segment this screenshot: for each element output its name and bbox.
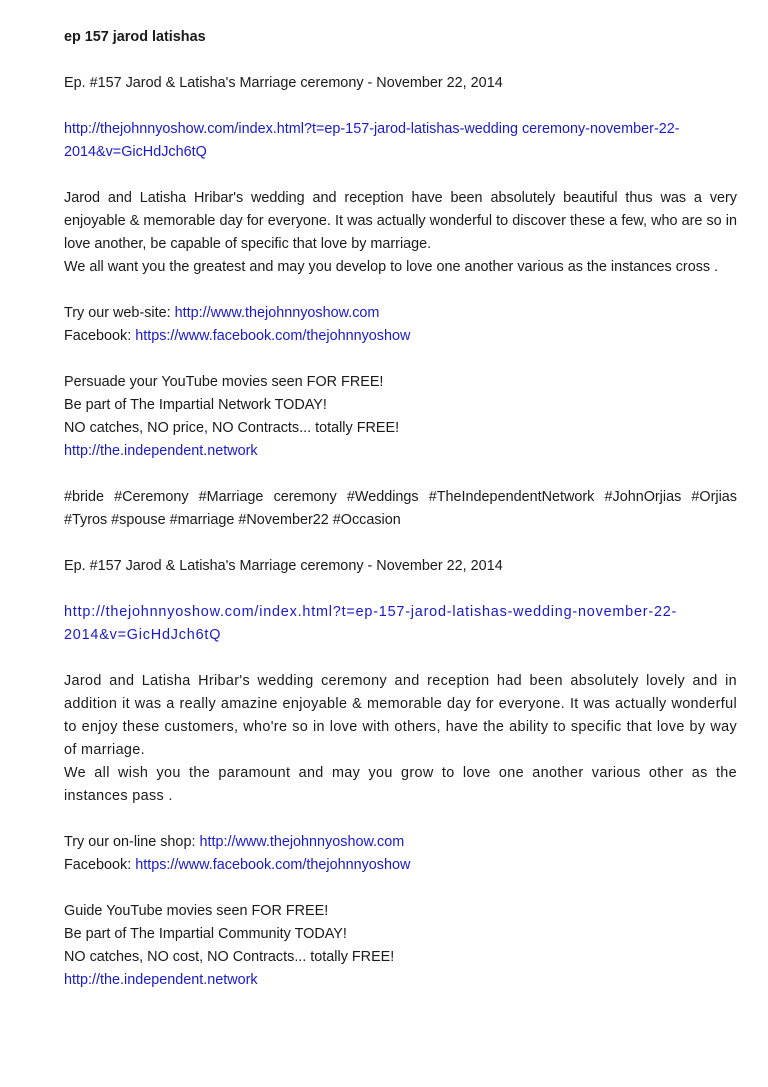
website-label: Try our on-line shop: [64, 834, 200, 850]
promo-line-1: Persuade your YouTube movies seen FOR FREE! [64, 374, 384, 390]
episode-url-line-1[interactable]: http://thejohnnyoshow.com/index.html?t=ep-157-jarod-latishas-wedding ceremony-november-22- [64, 121, 680, 137]
description [64, 670, 737, 808]
facebook-label: Facebook: [64, 328, 136, 344]
promo-block [64, 900, 737, 992]
promo-line-1: Guide YouTube movies seen FOR FREE! [64, 903, 329, 919]
episode-heading: Ep. #157 Jarod & Latisha's Marriage ceremony - November 22, 2014 [64, 75, 503, 91]
facebook-label: Facebook: [64, 857, 136, 873]
wishes-paragraph: We all wish you the paramount and may you grow to love one another various other as the instances pass . [64, 765, 737, 804]
facebook-link[interactable]: https://www.facebook.com/thejohnnyoshow [135, 328, 411, 344]
website-link[interactable]: http://www.thejohnnyoshow.com [174, 305, 380, 321]
promo-line-2: Be part of The Impartial Community TODAY! [64, 926, 347, 942]
description-paragraph: Jarod and Latisha Hribar's wedding and reception have been absolutely beautiful thus was a very enjoyable & memorable day for everyone. It was actually wonderful to discover these a few, who are so in love another, be capable of specific that love by marriage. [64, 190, 737, 252]
wishes-paragraph: We all want you the greatest and may you develop to love one another various as the instances cross . [64, 259, 719, 275]
website-link[interactable]: http://www.thejohnnyoshow.com [199, 834, 405, 850]
facebook-line [64, 325, 737, 348]
episode-url-line-2[interactable]: 2014&v=GicHdJch6tQ [64, 144, 207, 160]
links-block [64, 831, 737, 877]
network-link[interactable]: http://the.independent.network [64, 443, 258, 459]
episode-url-line-1[interactable]: http://thejohnnyoshow.com/index.html?t=ep-157-jarod-latishas-wedding-november-22- [64, 604, 678, 620]
promo-line-3: NO catches, NO cost, NO Contracts... totally FREE! [64, 949, 395, 965]
promo-line-2: Be part of The Impartial Network TODAY! [64, 397, 327, 413]
website-label: Try our web-site: [64, 305, 175, 321]
promo-line-3: NO catches, NO price, NO Contracts... totally FREE! [64, 420, 400, 436]
document-title: ep 157 jarod latishas [64, 29, 206, 45]
network-link[interactable]: http://the.independent.network [64, 972, 258, 988]
episode-heading: Ep. #157 Jarod & Latisha's Marriage ceremony - November 22, 2014 [64, 558, 503, 574]
website-line [64, 831, 737, 854]
facebook-link[interactable]: https://www.facebook.com/thejohnnyoshow [135, 857, 411, 873]
episode-url[interactable] [64, 118, 737, 164]
episode-url-line-2[interactable]: 2014&v=GicHdJch6tQ [64, 627, 222, 643]
description-paragraph: Jarod and Latisha Hribar's wedding ceremony and reception had been absolutely lovely and in addition it was a really amazine enjoyable & memorable day for everyone. It was actually wonderful to enjoy these customers, who're so in love with others, have the ability to specific that love by way of marriage. [64, 673, 737, 758]
description [64, 187, 737, 279]
website-line [64, 302, 737, 325]
facebook-line [64, 854, 737, 877]
episode-url[interactable] [64, 601, 737, 647]
links-block [64, 302, 737, 348]
hashtags: #bride #Ceremony #Marriage ceremony #Weddings #TheIndependentNetwork #JohnOrjias #Orjias #Tyros #spouse #marriage #November22 #Occasion [64, 489, 737, 528]
promo-block [64, 371, 737, 463]
